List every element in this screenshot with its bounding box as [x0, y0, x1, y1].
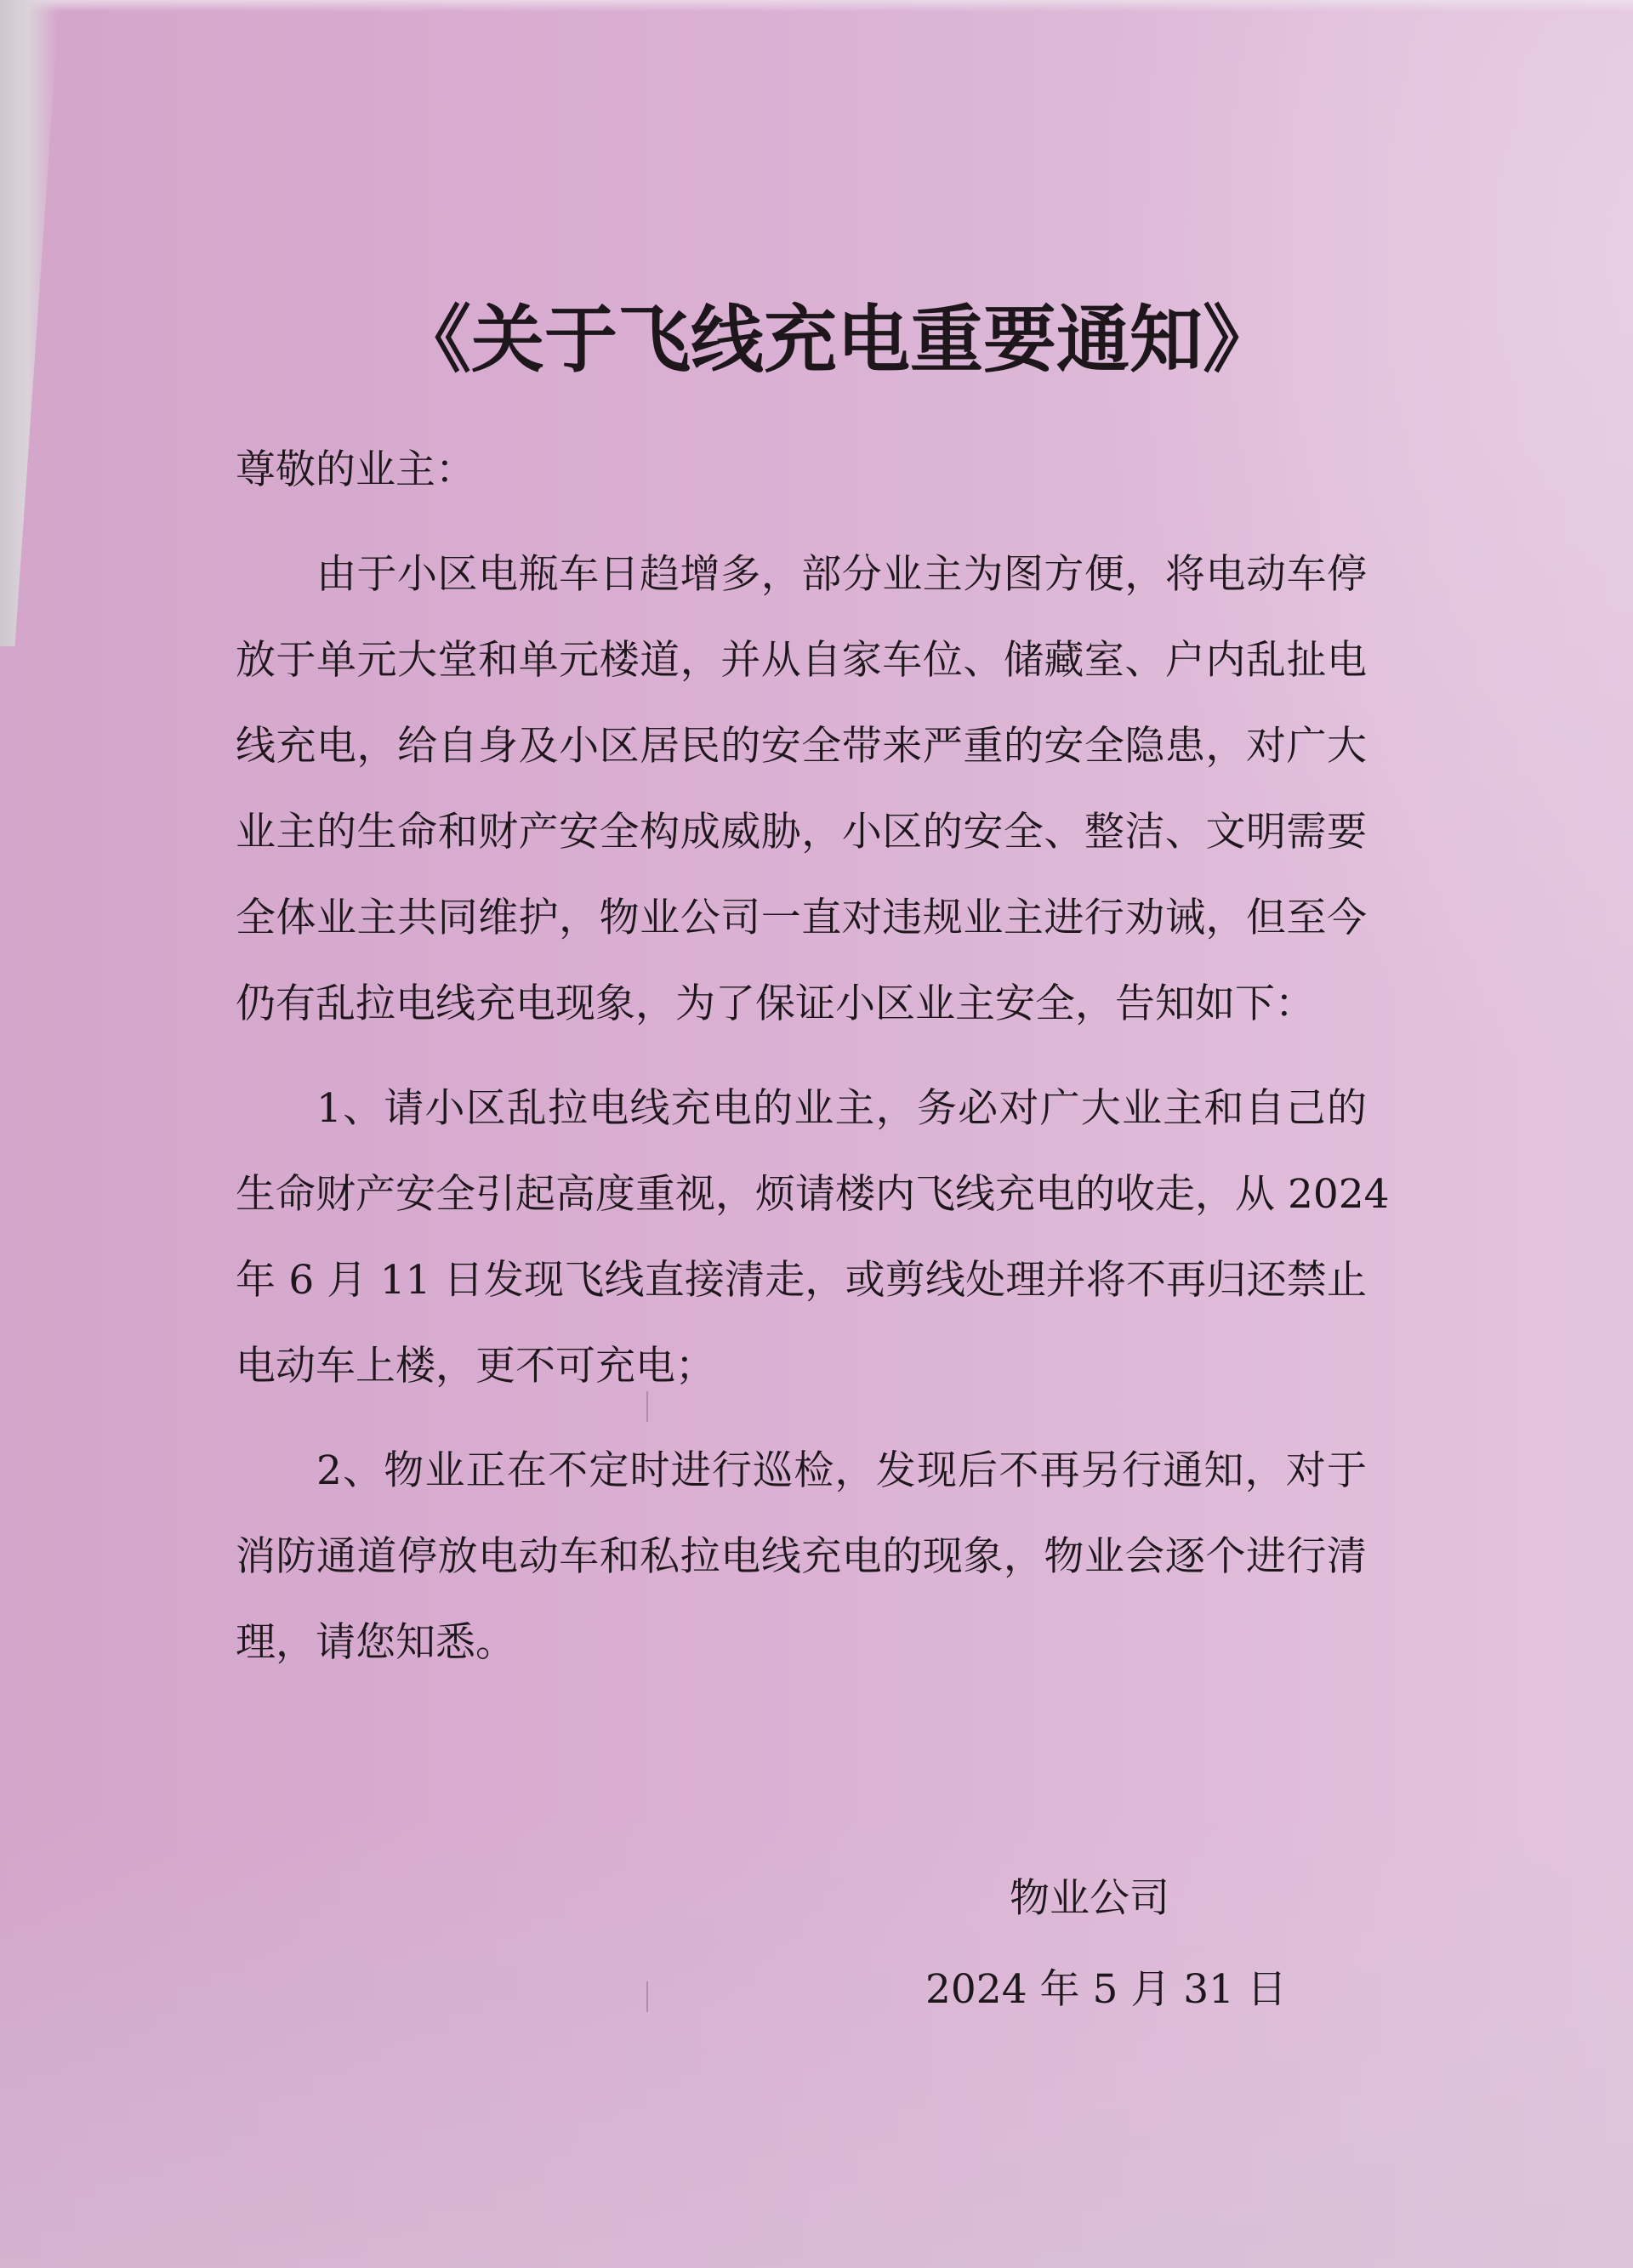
greeting: 尊敬的业主：: [236, 446, 475, 493]
paragraph-line: 1、请小区乱拉电线充电的业主，务必对广大业主和自己的: [316, 1085, 1367, 1132]
paragraph-line: 放于单元大堂和单元楼道，并从自家车位、储藏室、户内乱扯电: [236, 637, 1367, 684]
paragraph-line: 全体业主共同维护，物业公司一直对违规业主进行劝诫，但至今: [236, 895, 1367, 941]
paragraph-line: 消防通道停放电动车和私拉电线充电的现象，物业会逐个进行清: [236, 1533, 1367, 1580]
paragraph-item-1: [236, 1066, 1390, 1409]
paper-edge-shadow: [0, 0, 60, 646]
paragraph-line: 2、物业正在不定时进行巡检，发现后不再另行通知，对于: [316, 1447, 1367, 1494]
paragraph-line: 仍有乱拉电线充电现象，为了保证小区业主安全，告知如下：: [236, 981, 1315, 1027]
paragraph-line: 电动车上楼，更不可充电；: [236, 1343, 715, 1390]
paragraph-line: 年 6 月 11 日发现飞线直接清走，或剪线处理并将不再归还禁止: [236, 1257, 1367, 1304]
paragraph-line: 由于小区电瓶车日趋增多，部分业主为图方便，将电动车停: [316, 551, 1367, 598]
crease-mark: [646, 1391, 648, 1422]
paragraph-line: 生命财产安全引起高度重视，烦请楼内飞线充电的收走，从 2024: [236, 1171, 1390, 1218]
paragraph-line: 理，请您知悉。: [236, 1619, 515, 1666]
paragraph-line: 线充电，给自身及小区居民的安全带来严重的安全隐患，对广大: [236, 723, 1367, 770]
signature-company: 物业公司: [1010, 1875, 1169, 1922]
notice-title: 《关于飞线充电重要通知》: [398, 297, 1276, 383]
paragraph-line: 业主的生命和财产安全构成威胁，小区的安全、整洁、文明需要: [236, 809, 1367, 855]
notice-body: [236, 427, 1390, 1685]
signature-date: 2024 年 5 月 31 日: [925, 1966, 1288, 2013]
paragraph-item-2: [236, 1428, 1367, 1685]
crease-mark: [646, 1981, 648, 2012]
paragraph-intro: [236, 531, 1367, 1047]
paper-top-edge: [0, 0, 1633, 12]
